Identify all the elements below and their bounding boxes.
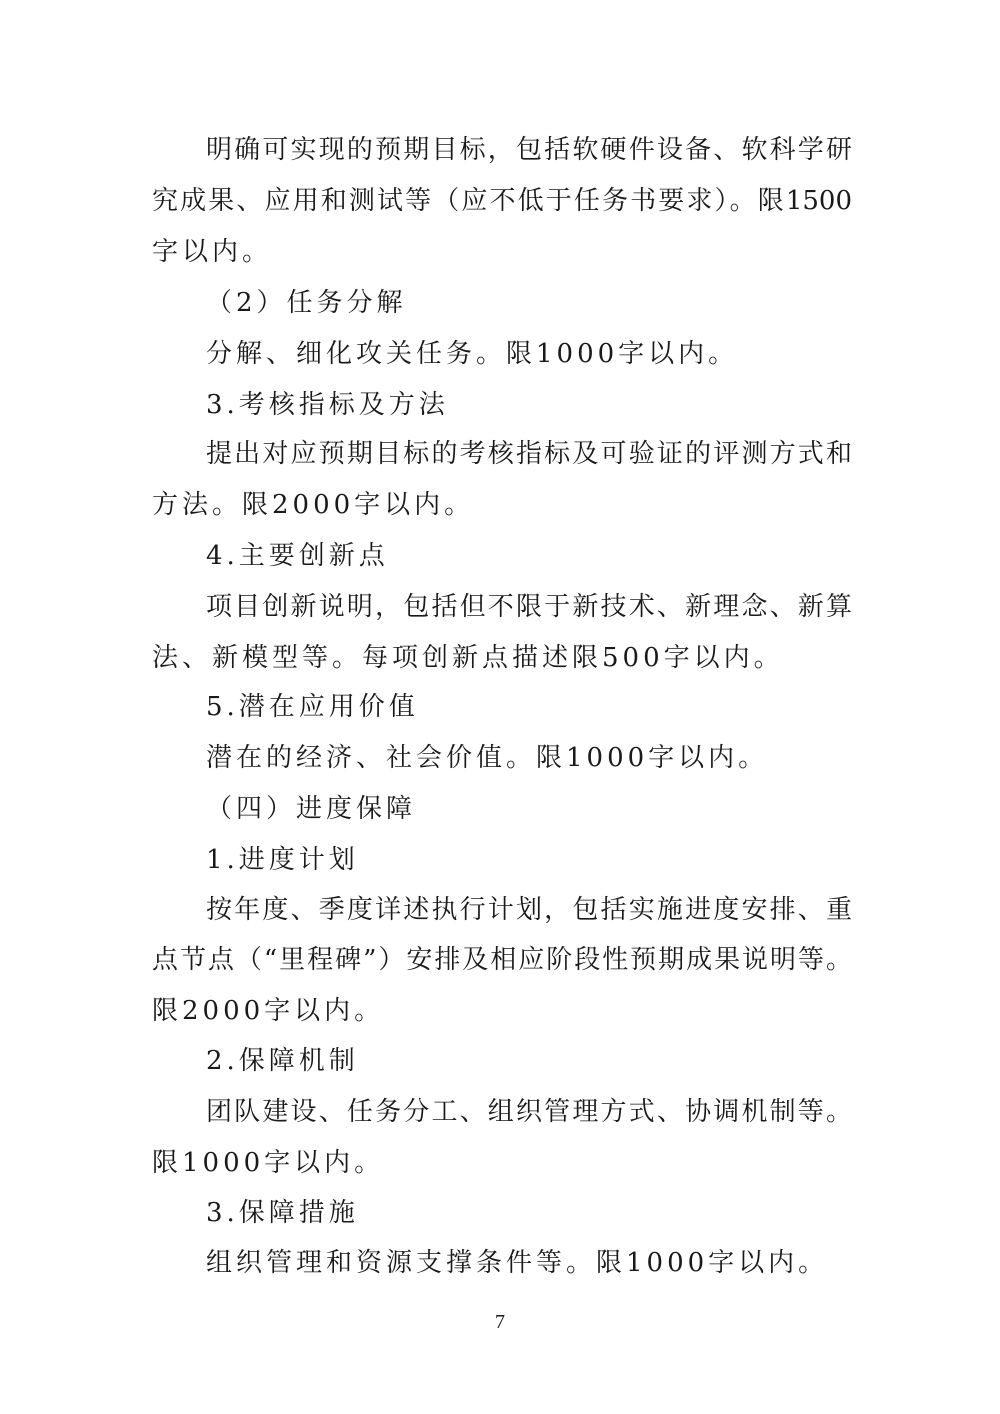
paragraph-expected-goals-line-2: 究成果、应用和测试等（应不低于任务书要求）。限1500 [152, 186, 852, 216]
paragraph-assessment-line-2: 方法。限2000字以内。 [152, 490, 475, 520]
paragraph-assurance-mechanism-line-2: 限1000字以内。 [152, 1148, 385, 1178]
paragraph-progress-plan-line-3: 限2000字以内。 [152, 996, 385, 1026]
paragraph-assessment-line-1: 提出对应预期目标的考核指标及可验证的评测方式和 [206, 439, 852, 469]
heading-task-decomposition: （2）任务分解 [206, 288, 407, 318]
heading-assessment-indicators: 3.考核指标及方法 [206, 390, 449, 420]
paragraph-innovation-line-2: 法、新模型等。每项创新点描述限500字以内。 [152, 643, 784, 673]
paragraph-application-value: 潜在的经济、社会价值。限1000字以内。 [206, 743, 769, 773]
paragraph-innovation-line-1: 项目创新说明，包括但不限于新技术、新理念、新算 [206, 592, 852, 622]
paragraph-expected-goals-line-1: 明确可实现的预期目标，包括软硬件设备、软科学研 [206, 135, 852, 165]
paragraph-progress-plan-line-1: 按年度、季度详述执行计划，包括实施进度安排、重 [206, 895, 852, 925]
heading-assurance-mechanism: 2.保障机制 [206, 1046, 359, 1076]
paragraph-task-decomposition: 分解、细化攻关任务。限1000字以内。 [206, 339, 739, 369]
heading-application-value: 5.潜在应用价值 [206, 692, 419, 722]
heading-progress-assurance: （四）进度保障 [206, 794, 417, 824]
paragraph-assurance-measures: 组织管理和资源支撑条件等。限1000字以内。 [206, 1248, 829, 1278]
heading-assurance-measures: 3.保障措施 [206, 1198, 359, 1228]
heading-progress-plan: 1.进度计划 [206, 845, 359, 875]
paragraph-assurance-mechanism-line-1: 团队建设、任务分工、组织管理方式、协调机制等。 [206, 1097, 852, 1127]
heading-innovation-points: 4.主要创新点 [206, 541, 389, 571]
paragraph-progress-plan-line-2: 点节点（“里程碑”）安排及相应阶段性预期成果说明等。 [152, 945, 852, 975]
page-number: 7 [495, 1311, 505, 1333]
paragraph-expected-goals-line-3: 字以内。 [152, 237, 273, 267]
